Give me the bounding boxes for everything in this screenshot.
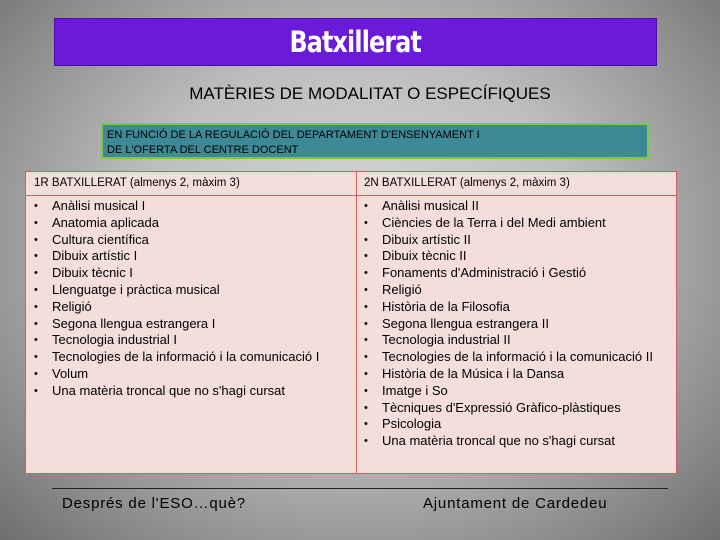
footer-divider: [52, 488, 668, 489]
subject-list-item: • Volum: [26, 366, 356, 383]
subject-list-item: • Dibuix tècnic II: [356, 248, 676, 265]
subject-list-item: • Anàlisi musical I: [26, 198, 356, 215]
subject-list-item: • Anatomia aplicada: [26, 215, 356, 232]
subject-list-item: • Tecnologies de la informació i la comunicació I: [26, 349, 356, 366]
note-line-1: EN FUNCIÓ DE LA REGULACIÓ DEL DEPARTAMENT D'ENSENYAMENT I: [107, 129, 480, 141]
subject-list-item: • Segona llengua estrangera I: [26, 316, 356, 333]
column-first-year: [26, 172, 357, 473]
subject-list-item: • Història de la Filosofia: [356, 299, 676, 316]
regulation-note: [101, 123, 649, 159]
first-year-list: [26, 198, 356, 400]
footer-left-text: Després de l'ESO…què?: [62, 495, 246, 512]
subject-list-item: • Segona llengua estrangera II: [356, 316, 676, 333]
subject-list-item: • Fonaments d'Administració i Gestió: [356, 265, 676, 282]
subject-list-item: • Dibuix tècnic I: [26, 265, 356, 282]
subject-list-item: • Anàlisi musical II: [356, 198, 676, 215]
subject-list-item: • Religió: [356, 282, 676, 299]
subject-list-item: • Tècniques d'Expressió Gràfico-plàstiques: [356, 400, 676, 417]
subject-list-item: • Història de la Música i la Dansa: [356, 366, 676, 383]
subjects-table: [25, 171, 677, 474]
subject-list-item: • Una matèria troncal que no s'hagi cursat: [356, 433, 676, 450]
title-banner: [54, 18, 657, 66]
subject-list-item: • Una matèria troncal que no s'hagi cursat: [26, 383, 356, 400]
subject-list-item: • Llenguatge i pràctica musical: [26, 282, 356, 299]
second-year-list: [356, 198, 676, 450]
subject-list-item: • Tecnologies de la informació i la comunicació II: [356, 349, 676, 366]
subject-list-item: • Imatge i So: [356, 383, 676, 400]
subject-list-item: • Religió: [26, 299, 356, 316]
subject-list-item: • Tecnologia industrial II: [356, 332, 676, 349]
column-header-first-year: 1R BATXILLERAT (almenys 2, màxim 3): [26, 172, 356, 196]
column-second-year: [356, 172, 676, 473]
subject-list-item: • Dibuix artístic II: [356, 232, 676, 249]
column-header-second-year: 2N BATXILLERAT (almenys 2, màxim 3): [356, 172, 676, 196]
subject-list-item: • Dibuix artístic I: [26, 248, 356, 265]
page-title: Batxillerat: [289, 25, 422, 59]
subject-list-item: • Cultura científica: [26, 232, 356, 249]
subject-list-item: • Tecnologia industrial I: [26, 332, 356, 349]
subject-list-item: • Ciències de la Terra i del Medi ambient: [356, 215, 676, 232]
footer-right-text: Ajuntament de Cardedeu: [423, 495, 608, 512]
subject-list-item: • Psicologia: [356, 416, 676, 433]
subtitle: MATÈRIES DE MODALITAT O ESPECÍFIQUES: [189, 84, 551, 103]
note-line-2: DE L'OFERTA DEL CENTRE DOCENT: [107, 144, 299, 156]
